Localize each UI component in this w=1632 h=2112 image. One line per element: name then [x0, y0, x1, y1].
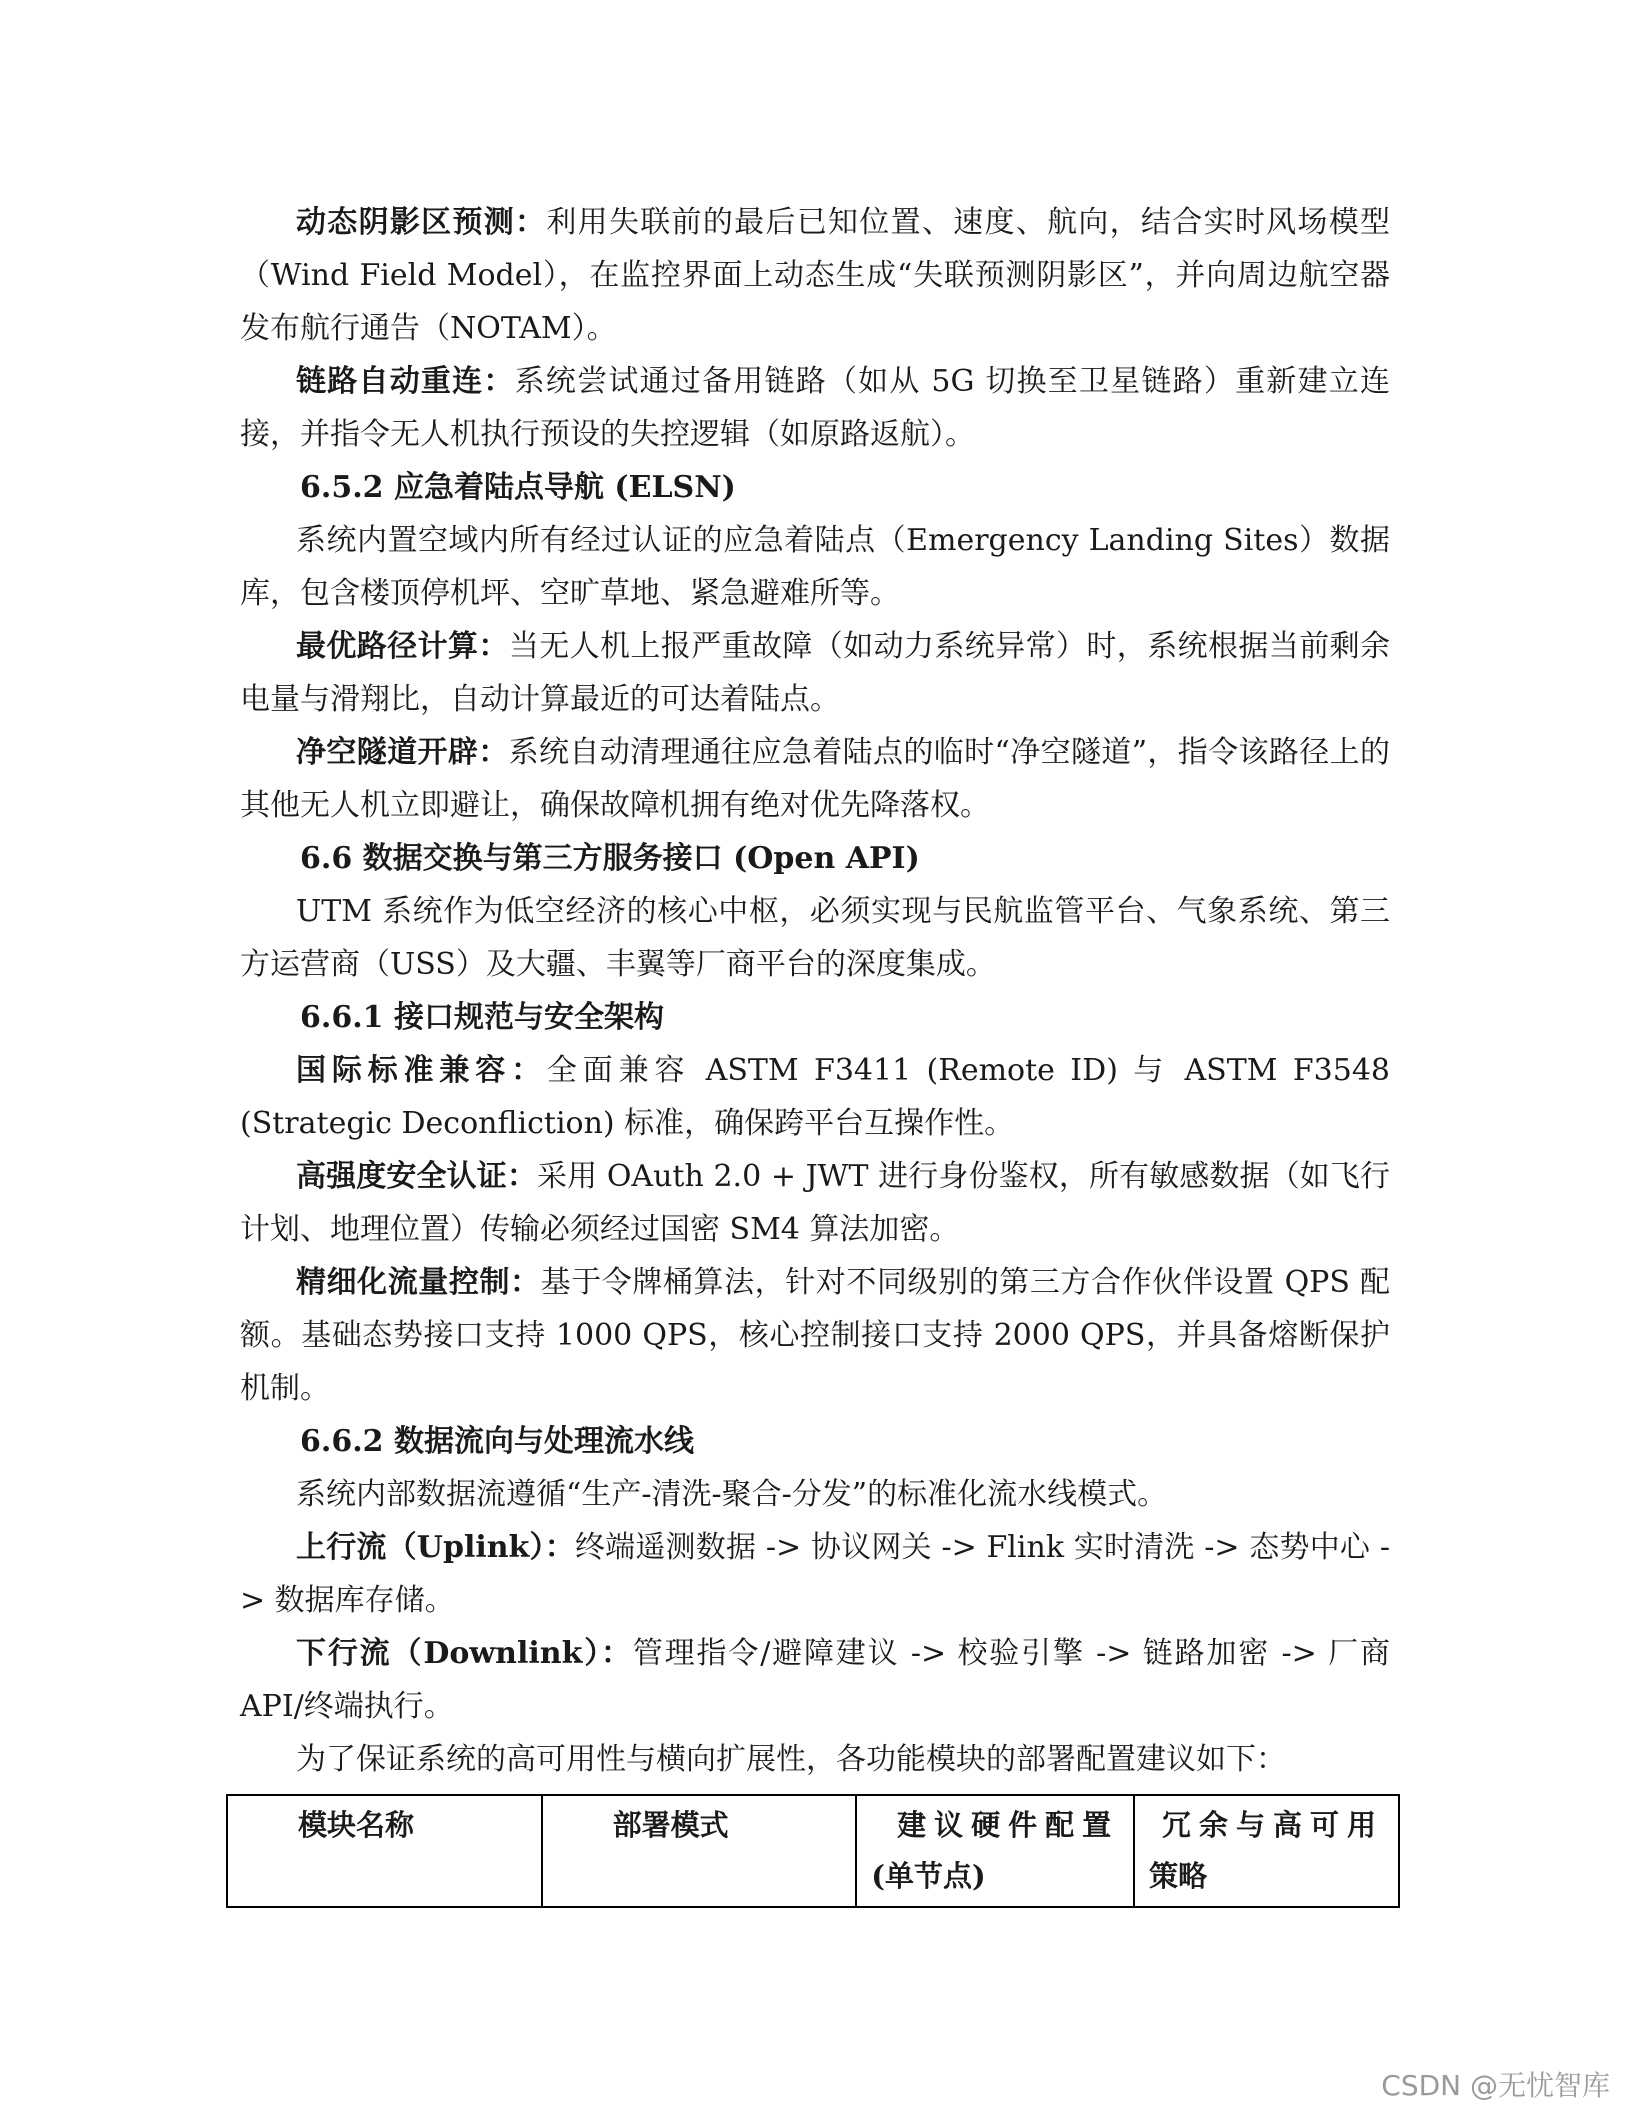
paragraph-intl-standard: [240, 1044, 1390, 1150]
term-label: 最优路径计算：: [296, 629, 509, 664]
term-label: 下行流（Downlink）：: [296, 1636, 633, 1671]
table-header-cell: [227, 1795, 542, 1907]
document-body: [240, 196, 1390, 1908]
paragraph-flow-control: [240, 1256, 1390, 1415]
watermark: CSDN @无忧智库: [1381, 2069, 1610, 2102]
term-label: 高强度安全认证：: [296, 1159, 537, 1194]
table-header-label: 部署模式: [612, 1808, 729, 1842]
paragraph-text: 终端遥测数据 -> 协议网关 -> Flink 实时清洗 -> 态势中心 -> 数据库存储。: [240, 1530, 1390, 1618]
term-label: 上行流（Uplink）：: [296, 1530, 575, 1565]
table-header-cell: [542, 1795, 857, 1907]
table-header-label: 冗余与高可用: [1161, 1808, 1384, 1842]
table-header-label: 模块名称: [298, 1808, 415, 1842]
table-header-cell: [1134, 1795, 1399, 1907]
table-header-label: 建议硬件配置: [897, 1808, 1120, 1842]
paragraph-pipeline-intro: 系统内部数据流遵循“生产-清洗-聚合-分发”的标准化流水线模式。: [296, 1477, 1168, 1512]
paragraph-text: 采用 OAuth 2.0 + JWT 进行身份鉴权，所有敏感数据（如飞行计划、地理位置）传输必须经过国密 SM4 算法加密。: [240, 1159, 1391, 1247]
table-header-sublabel: (单节点): [871, 1859, 986, 1893]
paragraph-landing-db: 系统内置空域内所有经过认证的应急着陆点（Emergency Landing Sites）数据库，包含楼顶停机坪、空旷草地、紧急避难所等。: [240, 523, 1390, 611]
term-label: 净空隧道开辟：: [296, 735, 509, 770]
paragraph-link-reconnect: [240, 355, 1390, 461]
table-header-cell: [856, 1795, 1134, 1907]
section-heading-6-6: 6.6 数据交换与第三方服务接口 (Open API): [300, 841, 920, 876]
paragraph-text: 基于令牌桶算法，针对不同级别的第三方合作伙伴设置 QPS 配额。基础态势接口支持 1000 QPS，核心控制接口支持 2000 QPS，并具备熔断保护机制。: [240, 1265, 1391, 1406]
paragraph-deploy-intro: 为了保证系统的高可用性与横向扩展性，各功能模块的部署配置建议如下：: [296, 1742, 1286, 1777]
paragraph-text: 系统尝试通过备用链路（如从 5G 切换至卫星链路）重新建立连接，并指令无人机执行预设的失控逻辑（如原路返航）。: [240, 364, 1391, 452]
section-heading-6-5-2: 6.5.2 应急着陆点导航 (ELSN): [300, 470, 736, 505]
section-heading-6-6-2: 6.6.2 数据流向与处理流水线: [300, 1424, 694, 1459]
paragraph-uplink: [240, 1521, 1390, 1627]
paragraph-clear-tunnel: [240, 726, 1390, 832]
table-header-row: [227, 1795, 1399, 1907]
paragraph-text: 管理指令/避障建议 -> 校验引擎 -> 链路加密 -> 厂商 API/终端执行。: [240, 1636, 1390, 1724]
table-header-sublabel: 策略: [1149, 1859, 1208, 1893]
term-label: 精细化流量控制：: [296, 1265, 541, 1300]
paragraph-security-auth: [240, 1150, 1390, 1256]
section-heading-6-6-1: 6.6.1 接口规范与安全架构: [300, 1000, 664, 1035]
term-label: 国际标准兼容：: [296, 1053, 547, 1088]
paragraph-downlink: [240, 1627, 1390, 1733]
term-label: 动态阴影区预测：: [296, 205, 547, 240]
paragraph-text: 全面兼容 ASTM F3411 (Remote ID) 与 ASTM F3548 (Strategic Deconfliction) 标准，确保跨平台互操作性。: [240, 1053, 1390, 1141]
paragraph-optimal-path: [240, 620, 1390, 726]
term-label: 链路自动重连：: [296, 364, 515, 399]
deployment-table: [226, 1794, 1400, 1908]
paragraph-shadow-zone: [240, 196, 1390, 355]
paragraph-utm-intro: UTM 系统作为低空经济的核心中枢，必须实现与民航监管平台、气象系统、第三方运营商（USS）及大疆、丰翼等厂商平台的深度集成。: [240, 894, 1390, 982]
paragraph-text: 当无人机上报严重故障（如动力系统异常）时，系统根据当前剩余电量与滑翔比，自动计算最近的可达着陆点。: [240, 629, 1391, 717]
paragraph-text: 利用失联前的最后已知位置、速度、航向，结合实时风场模型（Wind Field Model），在监控界面上动态生成“失联预测阴影区”，并向周边航空器发布航行通告（NOTAM）。: [240, 205, 1391, 346]
paragraph-text: 系统自动清理通往应急着陆点的临时“净空隧道”，指令该路径上的其他无人机立即避让，确保故障机拥有绝对优先降落权。: [240, 735, 1390, 823]
